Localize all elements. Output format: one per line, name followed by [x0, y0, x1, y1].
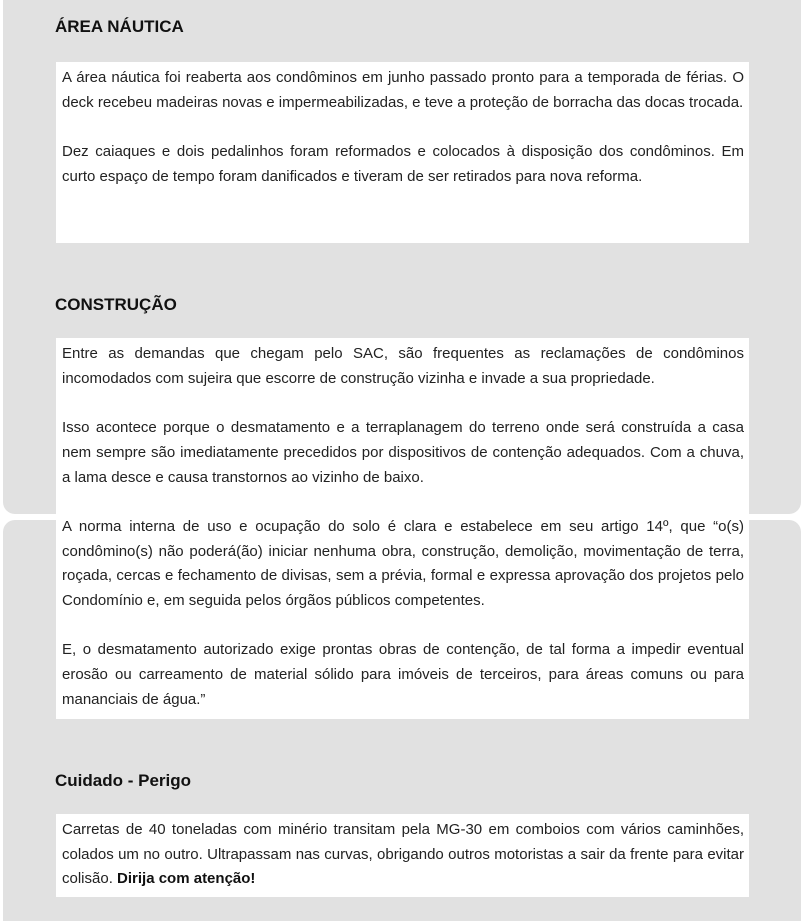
section-title-cuidado-perigo: Cuidado - Perigo: [55, 771, 191, 790]
paragraph: A área náutica foi reaberta aos condôminos em junho passado pronto para a temporada de férias. O deck recebeu madeiras novas e impermeabilizadas, e teve a proteção de borracha das docas trocada.: [62, 69, 744, 111]
paragraph: E, o desmatamento autorizado exige prontas obras de contenção, de tal forma a impedir eventual erosão ou carreamento de material sólido para imóveis de terceiros, para áreas comuns ou para mananciais de água.”: [62, 641, 744, 708]
paragraph-text: Carretas de 40 toneladas com minério transitam pela MG-30 em comboios com vários caminhões, colados um no outro. Ultrapassam nas curvas, obrigando outros motoristas a sair da frente para evitar colisão.: [62, 821, 744, 888]
paragraph: Dez caiaques e dois pedalinhos foram reformados e colocados à disposição dos condôminos. Em curto espaço de tempo foram danificados e tiveram de ser retirados para nova reforma.: [62, 143, 744, 185]
section-box-construcao: [56, 338, 749, 719]
section-box-cuidado-perigo: [56, 814, 749, 897]
paragraph: Isso acontece porque o desmatamento e a terraplanagem do terreno onde será construída a casa nem sempre são imediatamente precedidos por dispositivos de contenção adequados. Com a chuva, a lama desce e causa transtornos ao vizinho de baixo.: [62, 419, 744, 486]
paragraph: A norma interna de uso e ocupação do solo é clara e estabelece em seu artigo 14º, que “o(s) condômino(s) não poderá(ão) iniciar nenhuma obra, construção, demolição, movimentação de terra, roçada, cercas e fechamento de divisas, sem a prévia, formal e expressa aprovação dos projetos pelo Condomínio e, em seguida pelos órgãos públicos competentes.: [62, 517, 744, 609]
paragraph: [62, 818, 744, 892]
section-title-construcao: CONSTRUÇÃO: [55, 295, 177, 314]
section-title-area-nautica: ÁREA NÁUTICA: [55, 17, 184, 36]
paragraph: Entre as demandas que chegam pelo SAC, são frequentes as reclamações de condôminos incomodados com sujeira que escorre de construção vizinha e invade a sua propriedade.: [62, 345, 744, 387]
emphasis-text: Dirija com atenção!: [117, 870, 256, 888]
section-box-area-nautica: [56, 62, 749, 243]
